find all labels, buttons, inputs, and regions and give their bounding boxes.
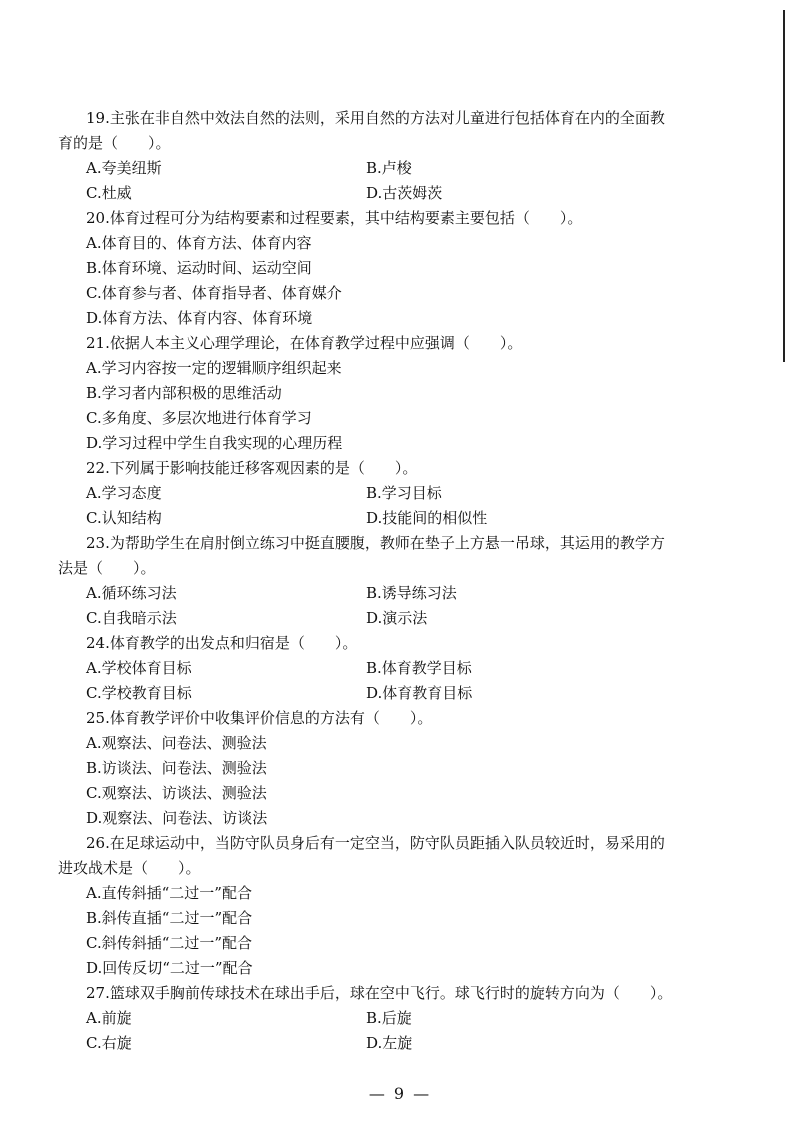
option-d: D.学习过程中学生自我实现的心理历程 xyxy=(86,434,343,452)
option-row xyxy=(58,506,730,531)
option-d: D.左旋 xyxy=(366,1034,413,1052)
question-19 xyxy=(58,106,730,206)
question-list xyxy=(58,106,730,1056)
option-d: D.体育方法、体育内容、体育环境 xyxy=(86,309,313,327)
page-edge-rule xyxy=(783,10,785,362)
option-c: C.右旋 xyxy=(86,1034,132,1052)
question-stem: 22.下列属于影响技能迁移客观因素的是（ ）。 xyxy=(86,459,418,477)
option-a: A.观察法、问卷法、测验法 xyxy=(86,734,267,752)
option-b: B.体育环境、运动时间、运动空间 xyxy=(86,259,312,277)
option-c: C.杜威 xyxy=(86,184,132,202)
option-c: C.学校教育目标 xyxy=(86,684,192,702)
question-27 xyxy=(58,981,730,1056)
option-c: C.斜传斜插“二过一”配合 xyxy=(86,934,253,952)
option-row xyxy=(58,656,730,681)
question-23 xyxy=(58,531,730,631)
question-stem-continued: 育的是（ ）。 xyxy=(58,134,171,152)
question-stem: 21.依据人本主义心理学理论，在体育教学过程中应强调（ ）。 xyxy=(86,334,523,352)
option-b: B.访谈法、问卷法、测验法 xyxy=(86,759,267,777)
option-a: A.学习内容按一定的逻辑顺序组织起来 xyxy=(86,359,342,377)
question-25 xyxy=(58,706,730,831)
option-d: D.古茨姆茨 xyxy=(366,184,443,202)
option-row xyxy=(58,1031,730,1056)
option-row xyxy=(58,606,730,631)
option-c: C.体育参与者、体育指导者、体育媒介 xyxy=(86,284,342,302)
option-a: A.循环练习法 xyxy=(86,584,177,602)
option-d: D.回传反切“二过一”配合 xyxy=(86,959,253,977)
question-stem: 20.体育过程可分为结构要素和过程要素，其中结构要素主要包括（ ）。 xyxy=(86,209,583,227)
option-row xyxy=(58,681,730,706)
option-a: A.学习态度 xyxy=(86,484,162,502)
question-stem: 27.篮球双手胸前传球技术在球出手后，球在空中飞行。球飞行时的旋转方向为（ ）。 xyxy=(86,984,673,1002)
question-stem-continued: 进攻战术是（ ）。 xyxy=(58,859,201,877)
question-stem: 26.在足球运动中，当防守队员身后有一定空当，防守队员距插入队员较近时，易采用的 xyxy=(86,834,665,852)
question-stem: 24.体育教学的出发点和归宿是（ ）。 xyxy=(86,634,358,652)
option-a: A.学校体育目标 xyxy=(86,659,192,677)
page-number: — 9 — xyxy=(368,1084,432,1103)
option-d: D.体育教育目标 xyxy=(366,684,473,702)
option-a: A.前旋 xyxy=(86,1009,132,1027)
option-d: D.演示法 xyxy=(366,609,428,627)
question-26 xyxy=(58,831,730,981)
option-b: B.体育教学目标 xyxy=(366,659,472,677)
option-b: B.诱导练习法 xyxy=(366,584,457,602)
question-21 xyxy=(58,331,730,456)
question-stem: 25.体育教学评价中收集评价信息的方法有（ ）。 xyxy=(86,709,433,727)
option-b: B.后旋 xyxy=(366,1009,412,1027)
option-row xyxy=(58,481,730,506)
option-c: C.自我暗示法 xyxy=(86,609,177,627)
question-22 xyxy=(58,456,730,531)
question-24 xyxy=(58,631,730,706)
question-20 xyxy=(58,206,730,331)
option-d: D.技能间的相似性 xyxy=(366,509,488,527)
question-stem: 19.主张在非自然中效法自然的法则，采用自然的方法对儿童进行包括体育在内的全面教 xyxy=(86,109,665,127)
option-b: B.学习目标 xyxy=(366,484,442,502)
option-d: D.观察法、问卷法、访谈法 xyxy=(86,809,268,827)
option-b: B.学习者内部积极的思维活动 xyxy=(86,384,282,402)
option-row xyxy=(58,181,730,206)
option-b: B.斜传直插“二过一”配合 xyxy=(86,909,253,927)
option-a: A.夸美纽斯 xyxy=(86,159,162,177)
option-c: C.多角度、多层次地进行体育学习 xyxy=(86,409,312,427)
question-stem: 23.为帮助学生在肩肘倒立练习中挺直腰腹，教师在垫子上方悬一吊球，其运用的教学方 xyxy=(86,534,665,552)
option-a: A.直传斜插“二过一”配合 xyxy=(86,884,252,902)
option-b: B.卢梭 xyxy=(366,159,412,177)
option-c: C.认知结构 xyxy=(86,509,162,527)
option-row xyxy=(58,1006,730,1031)
option-c: C.观察法、访谈法、测验法 xyxy=(86,784,267,802)
option-a: A.体育目的、体育方法、体育内容 xyxy=(86,234,312,252)
option-row xyxy=(58,581,730,606)
option-row xyxy=(58,156,730,181)
question-stem-continued: 法是（ ）。 xyxy=(58,559,156,577)
